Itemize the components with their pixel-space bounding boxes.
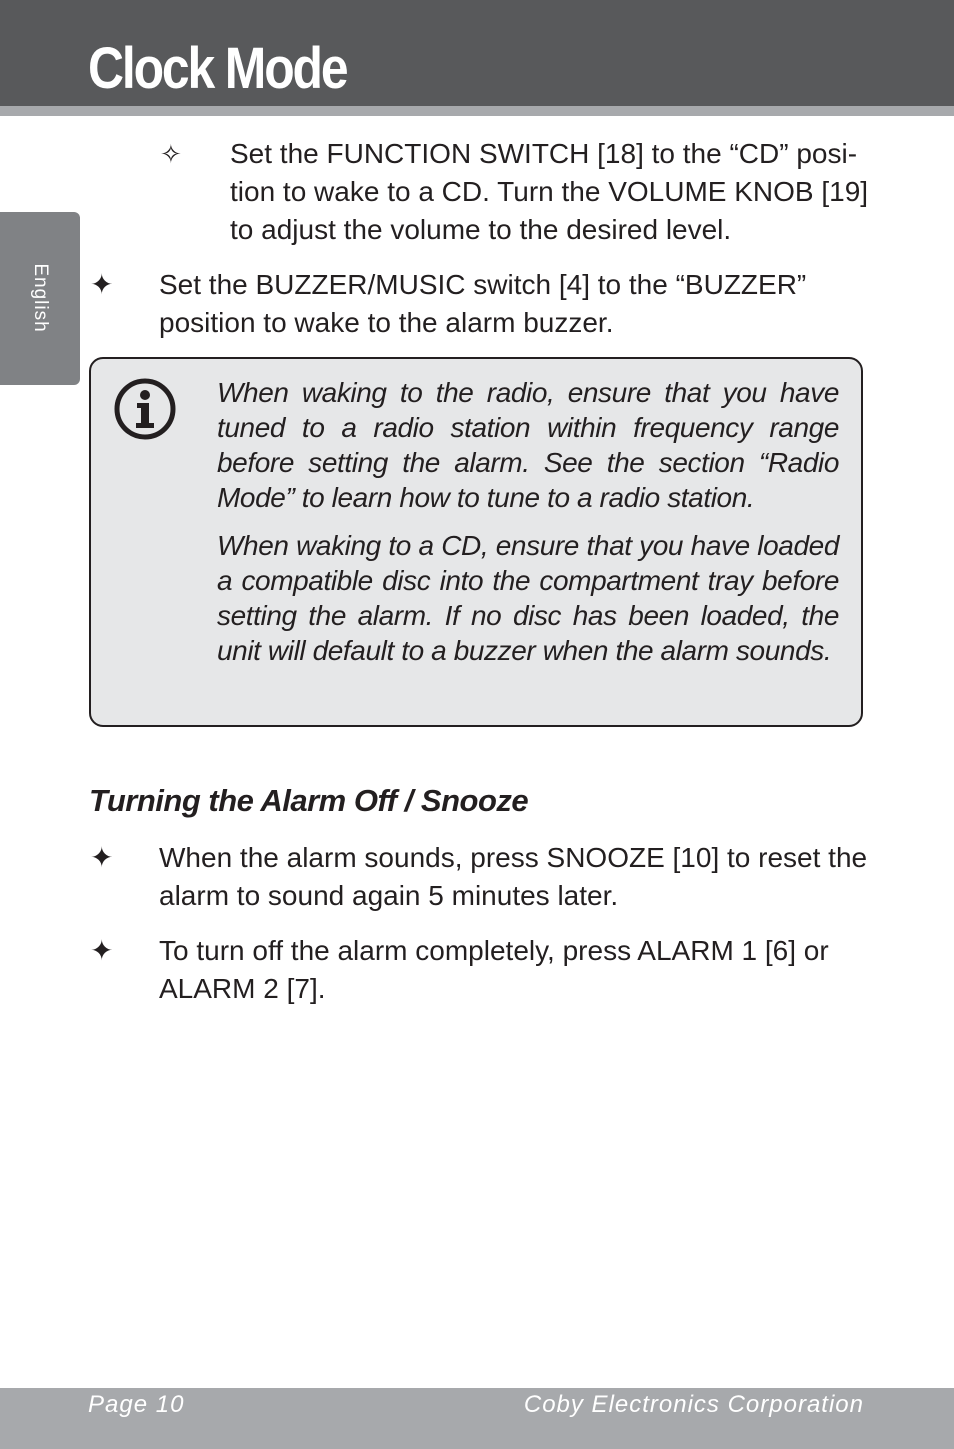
footer-page-number: Page 10: [88, 1391, 185, 1418]
section-heading: Turning the Alarm Off / Snooze: [89, 783, 529, 818]
page-title: Clock Mode: [88, 36, 347, 101]
footer-company-name: Coby Electronics Corporation: [523, 1391, 864, 1418]
language-tab-label: English: [30, 263, 51, 333]
note-paragraph-radio: When waking to the radio, ensure that you have tuned to a radio station within frequency range before setting the alarm. See the section “Radio Mode” to learn how to tune to a radio station.: [217, 377, 839, 513]
info-note-box: [89, 357, 863, 727]
bullet-text: When the alarm sounds, press SNOOZE [10] to reset the alarm to sound again 5 minutes later.: [159, 842, 868, 911]
four-point-star-icon: ✦: [90, 935, 114, 966]
bullet-text: To turn off the alarm completely, press ALARM 1 [6] or ALARM 2 [7].: [159, 935, 829, 1004]
bullet-text: Set the FUNCTION SWITCH [18] to the “CD” posi-tion to wake to a CD. Turn the VOLUME KNOB [19] to adjust the volume to the desired level.: [230, 138, 869, 245]
bullet-text: Set the BUZZER/MUSIC switch [4] to the “BUZZER” position to wake to the alarm buzzer.: [159, 269, 807, 338]
four-point-star-icon: ✦: [90, 269, 114, 300]
outline-four-point-star-icon: ✧: [160, 139, 182, 169]
four-point-star-icon: ✦: [90, 842, 114, 873]
note-paragraph-cd: When waking to a CD, ensure that you have loaded a compatible disc into the compartment tray before setting the alarm. If no disc has been loaded, the unit will default to a buzzer when the alarm sounds.: [217, 530, 839, 666]
info-icon: [113, 377, 177, 441]
